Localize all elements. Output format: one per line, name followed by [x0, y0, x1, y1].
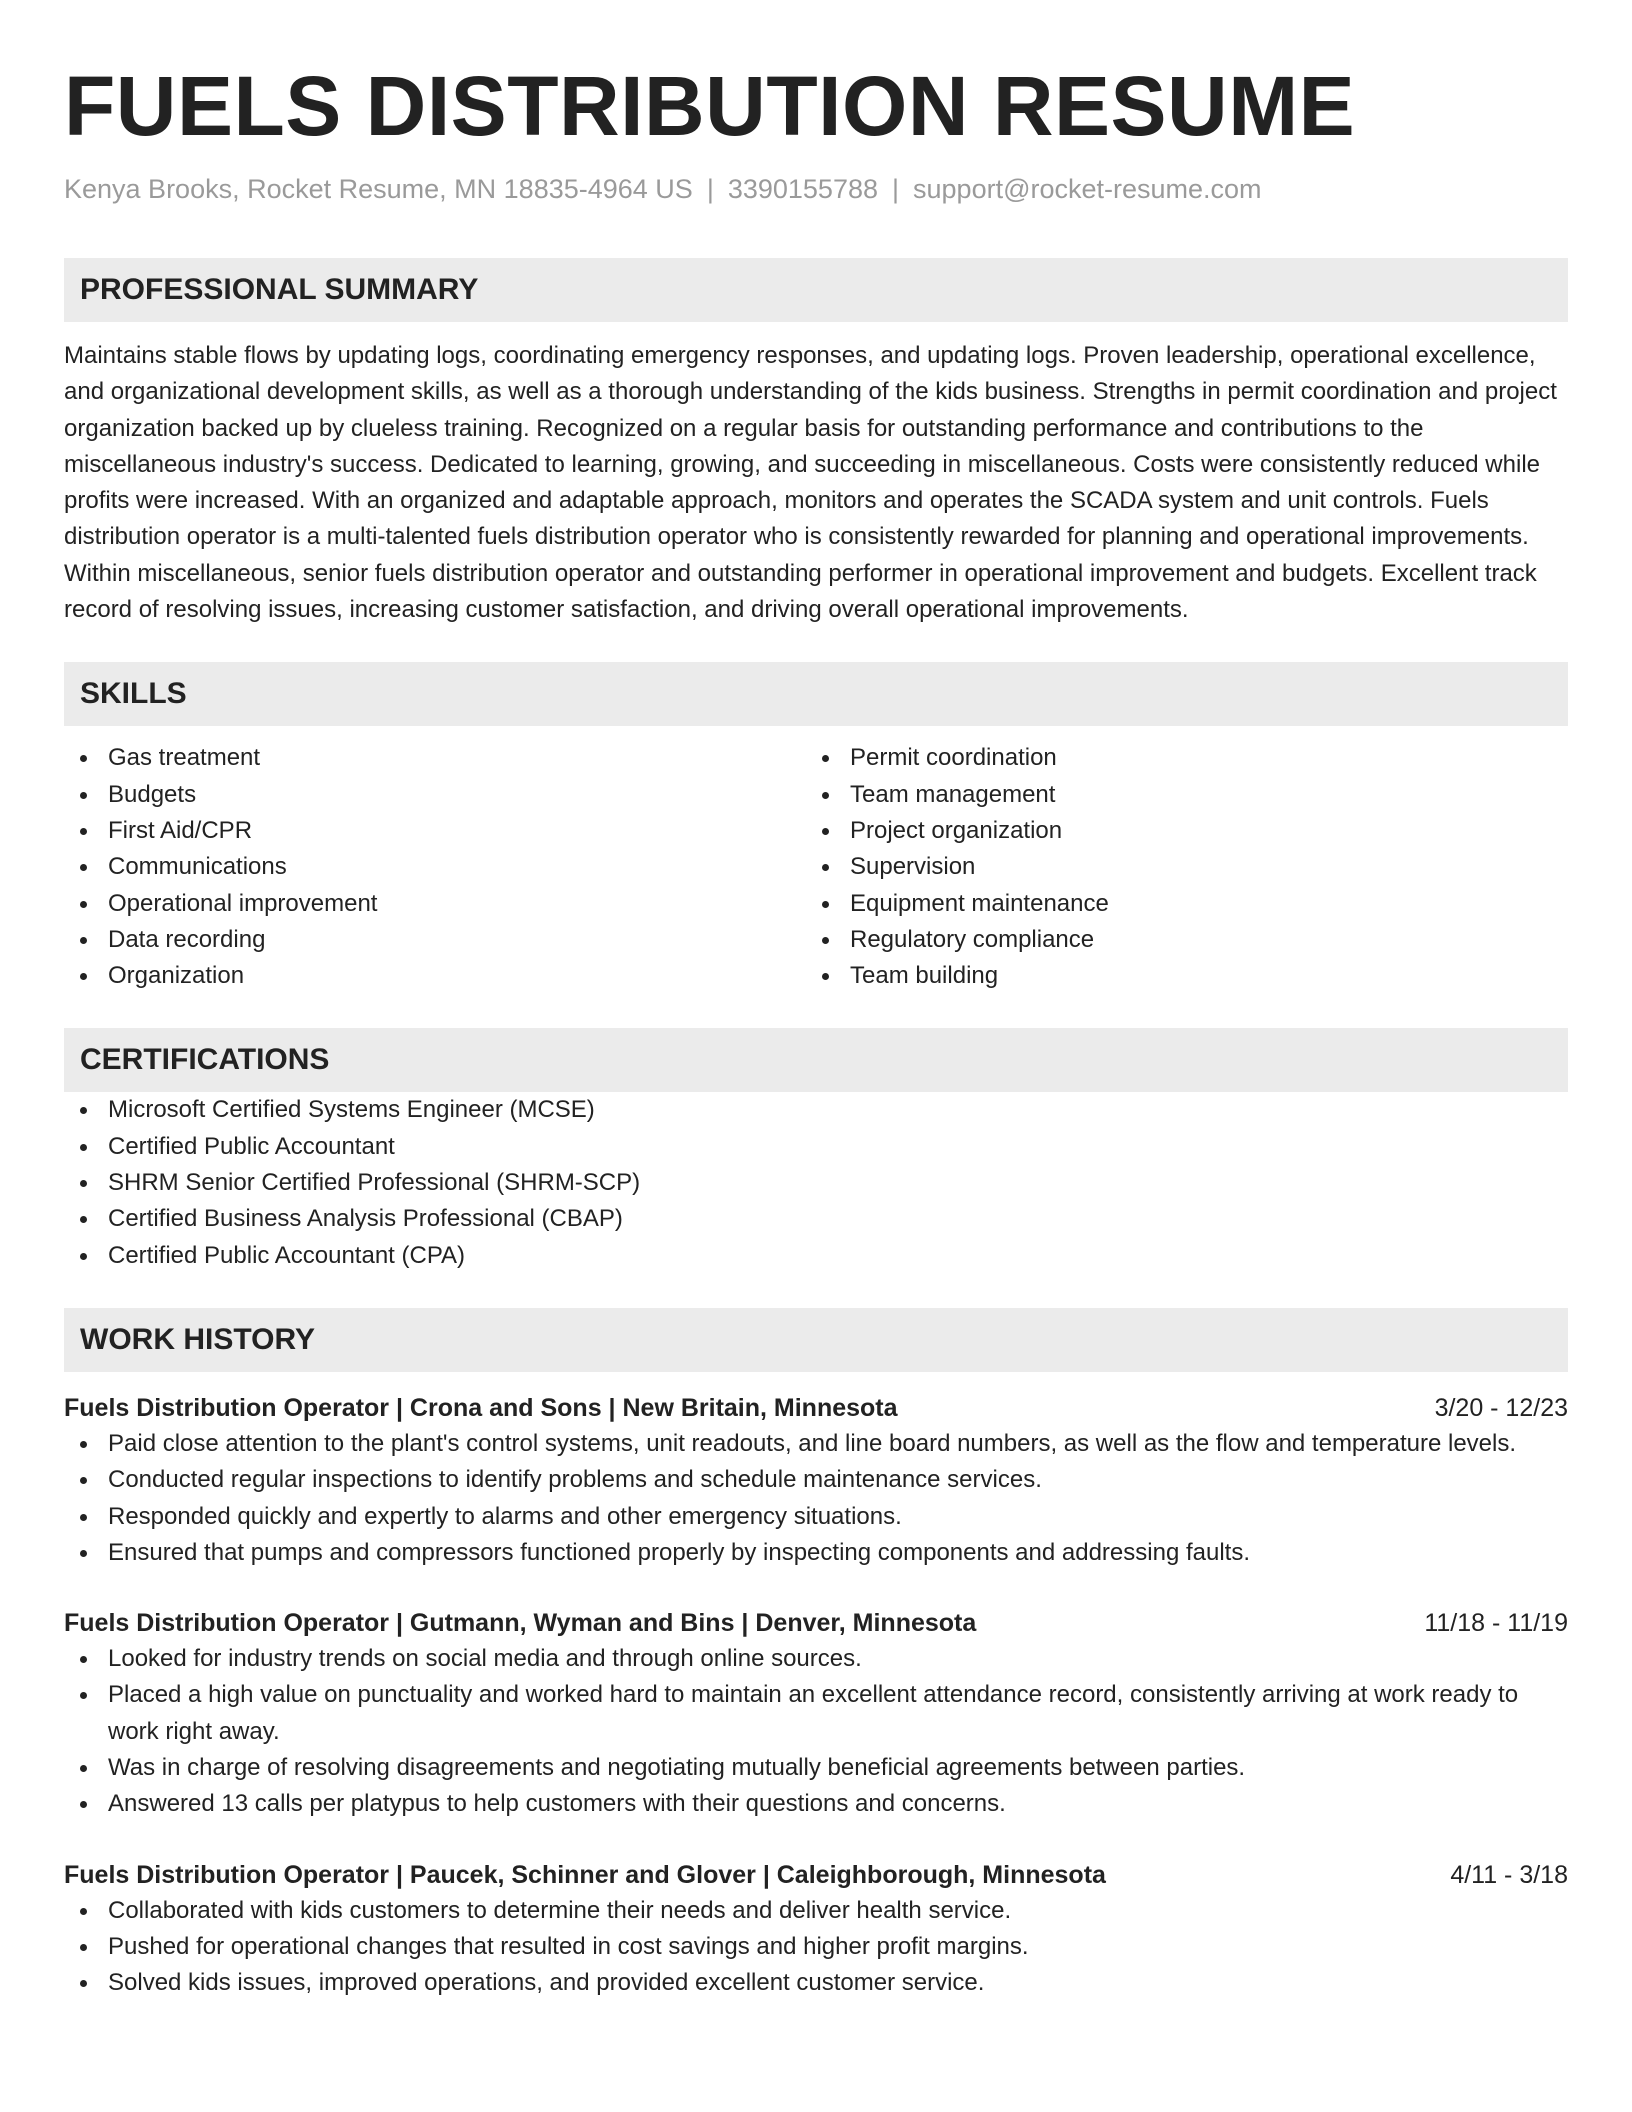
- job-duties: [64, 1893, 1568, 2002]
- skill-item: Organization: [64, 958, 806, 994]
- job-title: Fuels Distribution Operator | Crona and Sons | New Britain, Minnesota: [64, 1393, 898, 1422]
- certification-item: Certified Business Analysis Professional (CBAP): [64, 1201, 1568, 1237]
- skill-item: Regulatory compliance: [806, 922, 1548, 958]
- job-duty-item: Pushed for operational changes that resulted in cost savings and higher profit margins.: [64, 1929, 1568, 1965]
- job-duty-item: Paid close attention to the plant's control systems, unit readouts, and line board numbers, as well as the flow and temperature levels.: [64, 1426, 1568, 1462]
- skill-item: Budgets: [64, 777, 806, 813]
- skills-list-right: [806, 740, 1548, 994]
- job-duties: [64, 1641, 1568, 1822]
- skill-item: Permit coordination: [806, 740, 1548, 776]
- job-duties: [64, 1426, 1568, 1571]
- work-history-heading: WORK HISTORY: [64, 1308, 1568, 1372]
- skill-item: Gas treatment: [64, 740, 806, 776]
- job-title: Fuels Distribution Operator | Gutmann, Wyman and Bins | Denver, Minnesota: [64, 1609, 977, 1638]
- job-dates: 3/20 - 12/23: [1434, 1393, 1568, 1422]
- summary-text: Maintains stable flows by updating logs, coordinating emergency responses, and updating logs. Proven leadership, operational excellence, and organizational development skills, as well as a thorough understanding of the kids business. Strengths in permit coordination and project organization backed up by clueless training. Recognized on a regular basis for outstanding performance and contributions to the miscellaneous industry's success. Dedicated to learning, growing, and succeeding in miscellaneous. Costs were consistently reduced while profits were increased. With an organized and adaptable approach, monitors and operates the SCADA system and unit controls. Fuels distribution operator is a multi-talented fuels distribution operator who is consistently rewarded for planning and operational improvements. Within miscellaneous, senior fuels distribution operator and outstanding performer in operational improvement and budgets. Excellent track record of resolving issues, increasing customer satisfaction, and driving overall operational improvements.: [64, 342, 1557, 624]
- job-duty-item: Ensured that pumps and compressors functioned properly by inspecting components and addressing faults.: [64, 1535, 1568, 1571]
- job-header: [64, 1390, 1568, 1426]
- summary-section: [64, 258, 1568, 628]
- certification-item: SHRM Senior Certified Professional (SHRM-SCP): [64, 1165, 1568, 1201]
- skills-section: [64, 662, 1568, 994]
- job-header: [64, 1857, 1568, 1893]
- skill-item: Team management: [806, 777, 1548, 813]
- certification-item: Microsoft Certified Systems Engineer (MCSE): [64, 1092, 1568, 1128]
- contact-email[interactable]: support@rocket-resume.com: [913, 174, 1262, 204]
- skill-item: First Aid/CPR: [64, 813, 806, 849]
- certifications-heading: CERTIFICATIONS: [64, 1028, 1568, 1092]
- work-history-section: [64, 1308, 1568, 2002]
- contact-separator: |: [892, 174, 900, 204]
- skills-column-left: [64, 740, 806, 994]
- job-dates: 4/11 - 3/18: [1450, 1860, 1568, 1889]
- certifications-list: [64, 1092, 1568, 1273]
- skills-column-right: [806, 740, 1548, 994]
- contact-line: [64, 172, 1568, 206]
- job-duty-item: Was in charge of resolving disagreements and negotiating mutually beneficial agreements between parties.: [64, 1750, 1568, 1786]
- job-duty-item: Conducted regular inspections to identify problems and schedule maintenance services.: [64, 1462, 1568, 1498]
- skills-columns: [64, 740, 1568, 994]
- job-duty-item: Solved kids issues, improved operations, and provided excellent customer service.: [64, 1965, 1568, 2001]
- skill-item: Team building: [806, 958, 1548, 994]
- skill-item: Operational improvement: [64, 886, 806, 922]
- contact-phone: 3390155788: [727, 174, 878, 204]
- job-title: Fuels Distribution Operator | Paucek, Schinner and Glover | Caleighborough, Minnesota: [64, 1860, 1106, 1889]
- job-entry: [64, 1857, 1568, 2002]
- contact-separator: |: [706, 174, 714, 204]
- job-dates: 11/18 - 11/19: [1424, 1609, 1568, 1638]
- job-duty-item: Collaborated with kids customers to determine their needs and deliver health service.: [64, 1893, 1568, 1929]
- job-entry: [64, 1390, 1568, 1571]
- skill-item: Equipment maintenance: [806, 886, 1548, 922]
- skill-item: Communications: [64, 849, 806, 885]
- resume-page: [64, 0, 1568, 2002]
- job-duty-item: Responded quickly and expertly to alarms and other emergency situations.: [64, 1499, 1568, 1535]
- resume-title: FUELS DISTRIBUTION RESUME: [64, 59, 1356, 153]
- job-duty-item: Looked for industry trends on social media and through online sources.: [64, 1641, 1568, 1677]
- skills-list-left: [64, 740, 806, 994]
- skill-item: Data recording: [64, 922, 806, 958]
- job-duty-item: Placed a high value on punctuality and worked hard to maintain an excellent attendance record, consistently arriving at work ready to work right away.: [64, 1677, 1568, 1750]
- certification-item: Certified Public Accountant: [64, 1129, 1568, 1165]
- job-duty-item: Answered 13 calls per platypus to help customers with their questions and concerns.: [64, 1786, 1568, 1822]
- job-entry: [64, 1605, 1568, 1822]
- job-header: [64, 1605, 1568, 1641]
- skill-item: Supervision: [806, 849, 1548, 885]
- contact-address: Kenya Brooks, Rocket Resume, MN 18835-4964 US: [64, 174, 693, 204]
- certifications-section: [64, 1028, 1568, 1273]
- summary-heading: PROFESSIONAL SUMMARY: [64, 258, 1568, 322]
- certification-item: Certified Public Accountant (CPA): [64, 1238, 1568, 1274]
- skill-item: Project organization: [806, 813, 1548, 849]
- skills-heading: SKILLS: [64, 662, 1568, 726]
